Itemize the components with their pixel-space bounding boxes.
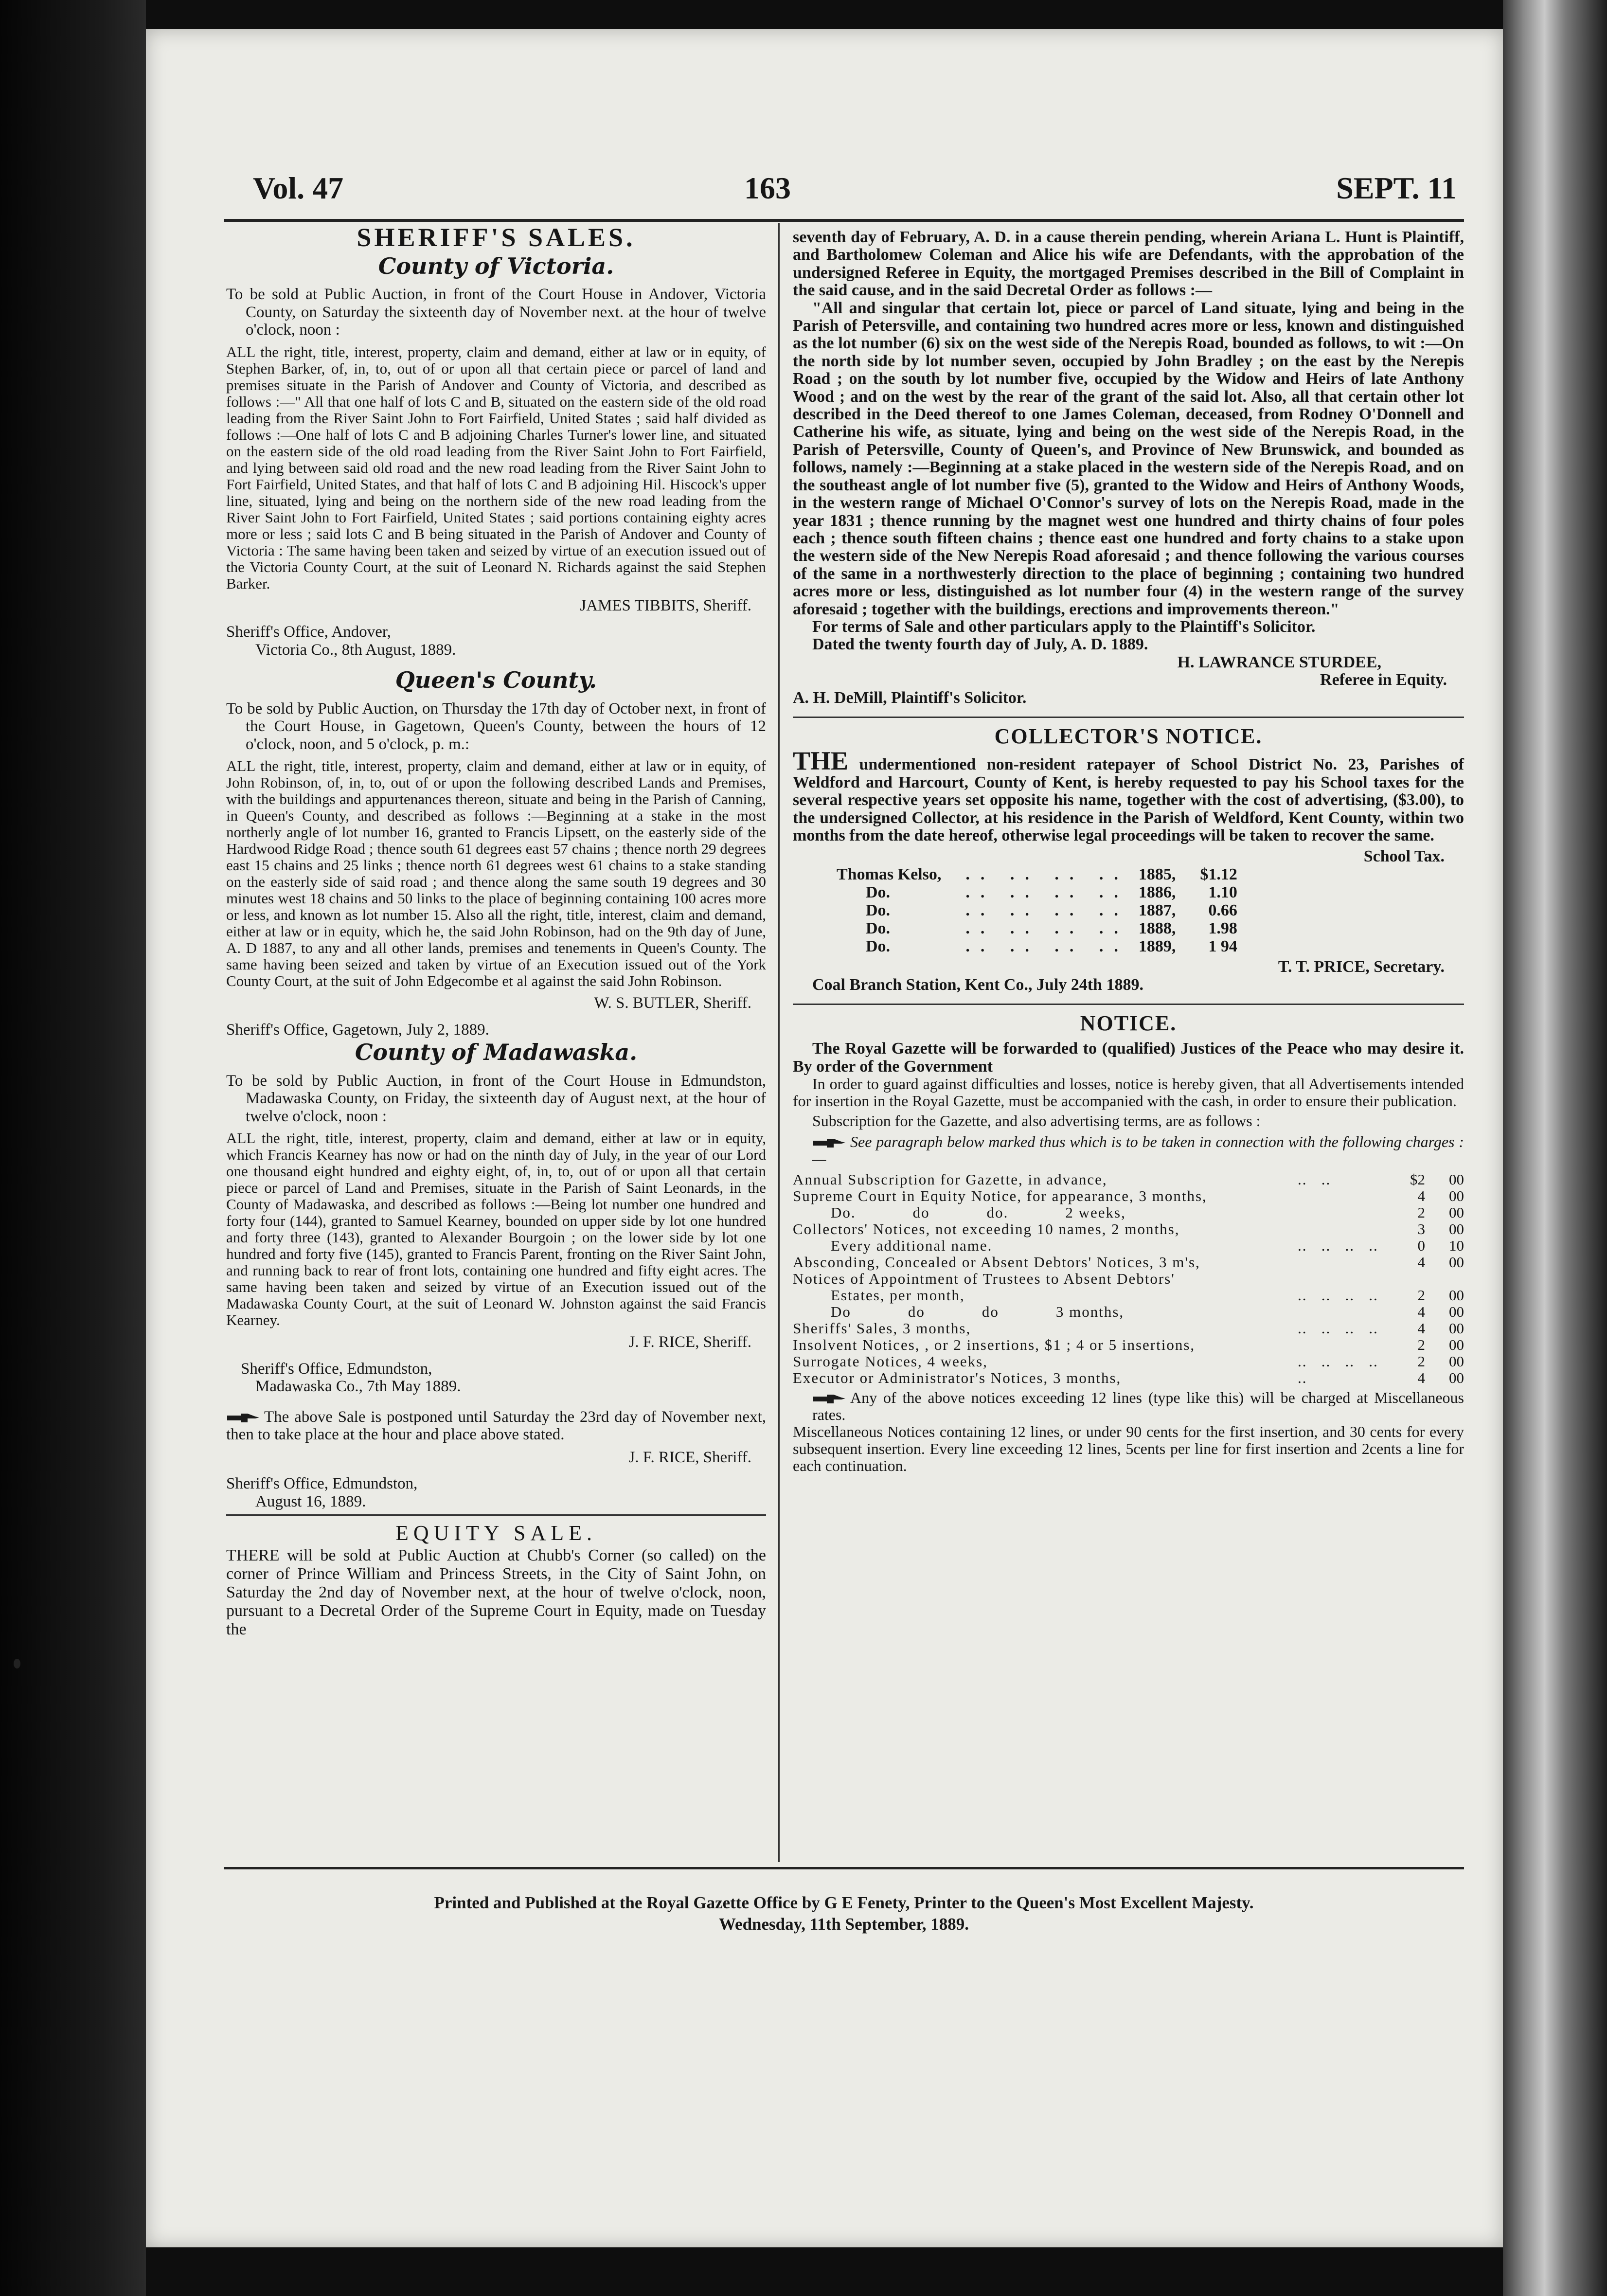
plaintiff-solicitor: A. H. DeMill, Plaintiff's Solicitor.: [793, 688, 1027, 707]
notice-see-paragraph: See paragraph below marked thus which is to be taken in connection with the following charges :—: [812, 1132, 1464, 1167]
collector-separator: [793, 717, 1464, 718]
table-row: [832, 865, 1242, 883]
rate-dollars: 4: [1417, 1253, 1425, 1271]
rate-dollars: [1396, 1271, 1425, 1287]
pointing-hand-icon: [812, 1393, 846, 1405]
collector-body: undermentioned non-resident ratepayer of School District No. 23, Parishes of Weldford and Harcourt, County of Kent, is hereby requested to pay his School taxes for the several respective years set opposite his name, together with the cost of advertising, ($3.00), to the undersigned Collector, at his residence in the Parish of Weldford, Kent County, within two months from the date hereof, otherwise legal proceedings will be taken to recover the same.: [793, 755, 1464, 845]
equity-description: "All and singular that certain lot, piece or parcel of Land situate, lying and being in the Parish of Petersville, and containing two hundred acres more or less, known and distinguished as the lot number (6) six on the west side of the Nerepis Road, bounded as follows, to wit :—On the north side by lot number seven, occupied by John Bradley ; on the east by the Nerepis Road ; on the south by lot number five, occupied by the Widow and Heirs of late Anthony Wood ; and on the west by the rear of the grant of the said lot. Also, all that certain other lot described in the Deed thereof to one James Coleman, deceased, from Rodney O'Donnell and Catherine his wife, as situate, lying and being on the west side of the Nerepis Road, in the Parish of Petersville, County of Queen's, and Province of New Brunswick, and bounded as follows, namely :—Beginning at a stake placed in the western side of the Nerepis Road, and on the southeast angle of lot number five (5), granted to the Widow and Heirs of Anthony Woods, in the western range of Michael O'Connor's survey of lots on the Nerepis Road, made in the year 1831 ; thence running by the magnet west one hundred and thirty chains of four poles each ; thence south fifteen chains ; thence east one hundred and forty chains to a stake upon the western side of the New Nerepis Road aforesaid ; and thence following the various courses of the same in a northwesterly direction to the place of beginning ; containing two hundred acres more or less, distinguished as lot number four (4) in the western range of the survey aforesaid ; together with the buildings, erections and improvements thereon.": [793, 299, 1464, 618]
rate-label: Every additional name.: [793, 1237, 993, 1254]
footer-rule: [224, 1867, 1464, 1869]
rate-dollars: 4: [1417, 1187, 1425, 1204]
rate-cents: 00: [1449, 1303, 1464, 1320]
rate-label: Surrogate Notices, 4 weeks,: [793, 1352, 988, 1370]
rate-cents: 00: [1449, 1187, 1464, 1204]
tax-dots: .. .. .. ..: [965, 865, 1129, 883]
rate-cents: 00: [1449, 1319, 1464, 1337]
tax-year: 1889,: [1138, 937, 1176, 955]
notice-excess-lines: Any of the above notices exceeding 12 lines (type like this) will be charged at Miscellaneous rates.: [812, 1388, 1464, 1423]
equity-sale-title: EQUITY SALE.: [395, 1521, 597, 1545]
rate-dots: .. ..: [1298, 1170, 1331, 1188]
tax-year: 1887,: [1138, 901, 1176, 919]
tax-dots: .. .. .. ..: [965, 901, 1129, 919]
equity-dated: Dated the twenty fourth day of July, A. D. 1889.: [812, 635, 1148, 654]
volume-label: Vol. 47: [253, 171, 344, 205]
rate-cents: 10: [1449, 1237, 1464, 1254]
rate-label: Do do do 3 months,: [793, 1303, 1125, 1320]
table-row: [793, 1254, 1464, 1271]
notice-gazette-forwarded: The Royal Gazette will be forwarded to (qualified) Justices of the Peace who may desire it. By order of the Government: [793, 1039, 1464, 1076]
table-row: [832, 901, 1242, 919]
rate-cents: 00: [1449, 1170, 1464, 1188]
rate-dots: .. .. .. ..: [1298, 1319, 1378, 1337]
madawaska-signature-2: J. F. RICE, Sheriff.: [628, 1448, 751, 1466]
rate-label: Sheriffs' Sales, 3 months,: [793, 1319, 971, 1337]
victoria-office-date: Victoria Co., 8th August, 1889.: [255, 641, 456, 659]
victoria-office: Sheriff's Office, Andover,: [226, 623, 391, 641]
tax-name: Do.: [866, 937, 891, 955]
book-edge-right: [1503, 0, 1607, 2296]
notice-subscription-intro: Subscription for the Gazette, and also advertising terms, are as follows :: [812, 1112, 1261, 1130]
collector-signature: T. T. PRICE, Secretary.: [1278, 958, 1445, 976]
right-column: [793, 229, 1464, 1474]
table-row: [793, 1320, 1464, 1337]
rate-dollars: 4: [1417, 1369, 1425, 1386]
equity-continuation: seventh day of February, A. D. in a cause therein pending, wherein Ariana L. Hunt is Plaintiff, and Bartholomew Coleman and Alice his wife are Defendants, with the approbation of the undersigned Referee in Equity, the mortgaged Premises described in the Bill of Complaint in the said cause, and in the said Decretal Order as follows :—: [793, 228, 1464, 300]
rate-cents: 00: [1449, 1220, 1464, 1238]
rate-cents: 00: [1449, 1352, 1464, 1370]
tax-name: Do.: [866, 919, 891, 937]
rate-dollars: 0: [1417, 1237, 1425, 1254]
imprint-printer: Printed and Published at the Royal Gazette Office by G E Fenety, Printer to the Queen's Most Excellent Majesty.: [434, 1893, 1254, 1912]
equity-separator: [226, 1514, 766, 1516]
queens-signature: W. S. BUTLER, Sheriff.: [594, 994, 751, 1012]
rate-cents: [1425, 1271, 1464, 1287]
rate-cents: 00: [1449, 1336, 1464, 1353]
table-row: [832, 919, 1242, 937]
collector-dropcap: THE: [793, 746, 849, 776]
tax-dots: .. .. .. ..: [965, 937, 1129, 955]
tax-year: 1885,: [1138, 865, 1176, 883]
madawaska-office-2-date: August 16, 1889.: [255, 1492, 366, 1510]
table-row: [793, 1204, 1464, 1221]
rate-dots: [1298, 1254, 1396, 1271]
advertising-rates-table: [793, 1171, 1464, 1386]
left-column: [226, 223, 766, 1639]
table-row: [793, 1221, 1464, 1238]
rate-label: Absconding, Concealed or Absent Debtors' Notices, 3 m's,: [793, 1253, 1200, 1271]
rate-label: Supreme Court in Equity Notice, for appearance, 3 months,: [793, 1187, 1207, 1204]
notice-miscellaneous-rates: Miscellaneous Notices containing 12 lines, or under 90 cents for the first insertion, and 30 cents for every subsequent insertion. Every line exceeding 12 lines, 5cents per line for first insertion and 2cents a line for each continuation.: [793, 1422, 1464, 1474]
imprint-date: Wednesday, 11th September, 1889.: [718, 1915, 969, 1934]
table-row: [793, 1304, 1464, 1320]
tax-amount: 0.66: [1208, 901, 1237, 919]
tax-amount: 1.10: [1208, 883, 1237, 901]
tax-dots: .. .. .. ..: [965, 919, 1129, 937]
pointing-hand-icon: [812, 1137, 846, 1149]
tax-amount: $1.12: [1200, 865, 1237, 883]
rate-dots: [1298, 1337, 1396, 1353]
rate-cents: 00: [1449, 1369, 1464, 1386]
tax-amount: 1 94: [1208, 937, 1237, 955]
rate-dots: [1298, 1304, 1396, 1320]
table-row: [793, 1337, 1464, 1353]
referee-role: Referee in Equity.: [1320, 671, 1447, 689]
rate-label: Notices of Appointment of Trustees to Absent Debtors': [793, 1270, 1175, 1287]
rate-dollars: 2: [1417, 1203, 1425, 1221]
imprint-footer: [224, 1892, 1464, 1935]
table-row: [793, 1171, 1464, 1188]
referee-name: H. LAWRANCE STURDEE,: [1177, 653, 1381, 671]
dust-speck: [14, 1659, 20, 1668]
column-divider: [778, 223, 780, 1862]
rate-label: Insolvent Notices, , or 2 insertions, $1 ; 4 or 5 insertions,: [793, 1336, 1196, 1353]
collectors-notice-title: COLLECTOR'S NOTICE.: [994, 724, 1263, 748]
rate-dots: [1298, 1204, 1396, 1221]
notice-separator: [793, 1004, 1464, 1005]
tax-dots: .. .. .. ..: [965, 883, 1129, 901]
queens-body: ALL the right, title, interest, property, claim and demand, either at law or in equity, of John Robinson, of, in, to, out of or upon the following described Lands and Premises, with the buildings and appurtenances thereon, situate and being in the Parish of Canning, in Queen's County, and described as follows :—Beginning at a stake in the most northerly angle of lot number 16, granted to Francis Lipsett, on the easterly side of the Hardwood Ridge Road ; thence south 61 degrees east 57 chains ; thence north 29 degrees east 15 chains and 25 links ; thence north 61 degrees west 61 chains to a stake standing on the easterly side of said road ; and thence along the same south 19 degrees and 30 minutes west 18 chains and 50 links to the place of beginning containing 100 acres more or less, and known as lot number 15. Also all the right, title, interest, claim and demand, either at law or in equity, which he, the said John Robinson, had on the 9th day of June, A. D 1887, to any and all other lands, premises and tenements in Queen's County. The same having been seized and taken by virtue of an Execution issued out of the York County Court, at the suit of John Edgecombe et al against the said John Robinson.: [226, 757, 766, 989]
rate-dots: .. .. .. ..: [1298, 1352, 1378, 1370]
table-row: [793, 1353, 1464, 1370]
madawaska-office-2: Sheriff's Office, Edmundston,: [226, 1475, 418, 1492]
school-tax-header: School Tax.: [1363, 847, 1445, 865]
table-row: [832, 883, 1242, 901]
page-number: 163: [744, 171, 791, 205]
rate-label: Collectors' Notices, not exceeding 10 names, 2 months,: [793, 1220, 1180, 1238]
issue-date: SEPT. 11: [1336, 171, 1457, 205]
pointing-hand-icon: [226, 1412, 260, 1424]
rate-dollars: 2: [1417, 1336, 1425, 1353]
sheriffs-sales-title: SHERIFF'S SALES.: [357, 223, 636, 252]
tax-year: 1888,: [1138, 919, 1176, 937]
table-row: [793, 1287, 1464, 1304]
collector-station: Coal Branch Station, Kent Co., July 24th 1889.: [812, 975, 1143, 994]
queens-lead: To be sold by Public Auction, on Thursday the 17th day of October next, in front of the Court House, in Gagetown, Queen's County, between the hours of 12 o'clock, noon, and 5 o'clock, p. m.:: [226, 700, 766, 753]
rate-dots: [1298, 1221, 1396, 1238]
notice-cash-advance: In order to guard against difficulties and losses, notice is hereby given, that all Advertisements intended for insertion in the Royal Gazette, must be accompanied with the cash, in order to ensure their publication.: [793, 1075, 1464, 1110]
madawaska-office-date: Madawaska Co., 7th May 1889.: [255, 1378, 461, 1395]
school-tax-table: [832, 865, 1242, 955]
rate-label: Estates, per month,: [793, 1286, 965, 1304]
queens-heading: Queen's County.: [395, 667, 597, 693]
madawaska-heading: County of Madawaska.: [355, 1039, 638, 1065]
victoria-lead: To be sold at Public Auction, in front of the Court House in Andover, Victoria County, on Saturday the sixteenth day of November next. at the hour of twelve o'clock, noon :: [226, 286, 766, 339]
tax-name: Do.: [866, 883, 891, 901]
rate-dollars: 2: [1417, 1352, 1425, 1370]
tax-amount: 1.98: [1208, 919, 1237, 937]
header-rule: [224, 219, 1464, 222]
rate-dots: .. .. .. ..: [1298, 1286, 1378, 1304]
rate-dollars: 4: [1417, 1319, 1425, 1337]
equity-sale-body: THERE will be sold at Public Auction at Chubb's Corner (so called) on the corner of Prince William and Princess Streets, in the City of Saint John, on Saturday the 2nd day of November next, at the hour of twelve o'clock, noon, pursuant to a Decretal Order of the Supreme Court in Equity, made on Tuesday the: [226, 1546, 766, 1638]
rate-dollars: 4: [1417, 1303, 1425, 1320]
rate-cents: 00: [1449, 1253, 1464, 1271]
table-row: [793, 1370, 1464, 1386]
scanner-frame-left: [0, 0, 146, 2296]
rate-dollars: 3: [1417, 1220, 1425, 1238]
madawaska-lead: To be sold by Public Auction, in front of the Court House in Edmundston, Madawaska County, on Friday, the sixteenth day of August next, at the hour of twelve o'clock, noon :: [226, 1072, 766, 1125]
table-row: [793, 1188, 1464, 1204]
rate-cents: 00: [1449, 1286, 1464, 1304]
rate-cents: 00: [1449, 1203, 1464, 1221]
rate-dots: [1298, 1188, 1396, 1204]
rate-label: Do. do do. 2 weeks,: [793, 1203, 1126, 1221]
victoria-body: ALL the right, title, interest, property, claim and demand, either at law or in equity, of Stephen Barker, of, in, to, out of or upon all that certain piece or parcel of land and premises situate in the Parish of Andover and County of Victoria, and described as follows :—" All that one half of lots C and B, situated on the eastern side of the old road leading from the River Saint John to Fort Fairfield, United States ; said half divided as follows :—One half of lots C and B adjoining Charles Turner's lower line, and situated on the eastern side of the old road leading from the River Saint John to Fort Fairfield, and lying between said old road and the new road leading from the River Saint John to Fort Fairfield, United States, and that half of lots C and B adjoining Hil. Hiscock's upper line, situated, lying and being on the northern side of the new road leading from the River Saint John to Fort Fairfield, United States ; said portions containing eighty acres more or less ; said lots C and B being situated in the Parish of Andover and County of Victoria : The same having been taken and seized by virtue of an execution issued out of the Victoria County Court, at the suit of Leonard N. Richards against the said Stephen Barker.: [226, 343, 766, 592]
madawaska-signature: J. F. RICE, Sheriff.: [628, 1333, 751, 1351]
rate-dots: .. .. .. ..: [1298, 1237, 1378, 1254]
rate-dollars: $2: [1410, 1170, 1425, 1188]
rate-dollars: 2: [1417, 1286, 1425, 1304]
rate-dots: [1298, 1271, 1396, 1287]
madawaska-body: ALL the right, title, interest, property, claim and demand, either at law or in equity, which Francis Kearney has now or had on the ninth day of July, in the year of our Lord one thousand eight hundred and eighty eight, of, in, to, out of or upon all that certain piece or parcel of Land and Premises, situate in the Parish of Saint Leonards, in the County of Madawaska, and described as follows :—Being lot number one hundred and forty four (144), granted to Samuel Kearney, bounded on upper side by lot one hundred and forty three (143), granted to Alexander Bourgoin ; on the lower side by lot one hundred and forty five (145), granted to Francis Parent, fronting on the River Saint John, and running back to rear of front lots, containing one hundred and fifty eight acres. The same having been taken and seized by virtue of an Execution issued out of the Madawaska County Court, at the suit of Leonard W. Johnston against the said Francis Kearney.: [226, 1130, 766, 1328]
tax-name: Do.: [866, 901, 891, 919]
madawaska-postpone-notice: The above Sale is postponed until Saturday the 23rd day of November next, then to take place at the hour and place above stated.: [226, 1408, 766, 1443]
victoria-heading: County of Victoria.: [378, 252, 614, 279]
table-row: [793, 1271, 1464, 1287]
rate-label: Executor or Administrator's Notices, 3 months,: [793, 1369, 1122, 1386]
victoria-signature: JAMES TIBBITS, Sheriff.: [580, 596, 751, 614]
rate-label: Annual Subscription for Gazette, in advance,: [793, 1170, 1107, 1188]
newspaper-page: [146, 29, 1503, 2247]
notice-title: NOTICE.: [1080, 1011, 1177, 1035]
tax-name: Thomas Kelso,: [837, 865, 942, 883]
madawaska-office: Sheriff's Office, Edmundston,: [241, 1360, 432, 1378]
equity-terms: For terms of Sale and other particulars apply to the Plaintiff's Solicitor.: [812, 617, 1316, 636]
table-row: [793, 1238, 1464, 1254]
rate-dots: ..: [1298, 1369, 1307, 1386]
queens-office: Sheriff's Office, Gagetown, July 2, 1889.: [226, 1021, 489, 1039]
tax-year: 1886,: [1138, 883, 1176, 901]
table-row: [832, 937, 1242, 955]
